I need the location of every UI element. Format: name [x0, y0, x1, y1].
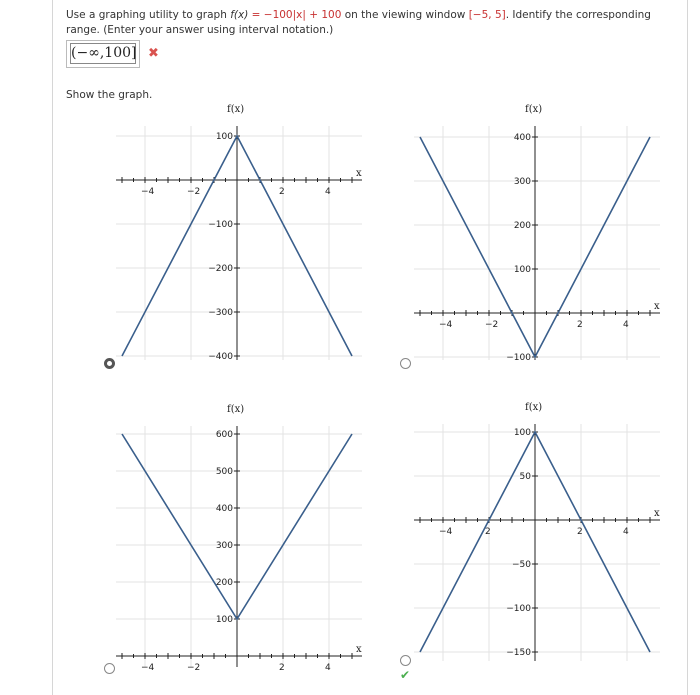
- x-tick-label: 2: [279, 663, 285, 672]
- x-tick-label: −2: [485, 320, 499, 330]
- function-body: = −100|x| + 100: [248, 9, 342, 21]
- y-tick-label: 300: [513, 177, 531, 187]
- graph-option-a: [112, 100, 374, 365]
- correct-check-icon: ✔: [400, 668, 411, 682]
- y-tick-label: 100: [513, 428, 531, 438]
- radio-option-a[interactable]: [104, 358, 115, 369]
- answer-input[interactable]: (−∞,100]: [70, 43, 136, 64]
- radio-option-b[interactable]: [400, 358, 411, 369]
- answer-box[interactable]: [66, 40, 140, 68]
- x-tick-label: 4: [623, 320, 629, 330]
- y-tick-label: 200: [215, 578, 233, 588]
- y-tick-label: 100: [513, 265, 531, 275]
- x-tick-label: 2: [577, 527, 583, 537]
- x-axis-label: x: [356, 644, 362, 655]
- y-tick-label: 400: [215, 504, 233, 514]
- viewing-window: [−5, 5]: [468, 9, 506, 21]
- y-tick-label: 100: [215, 615, 233, 625]
- show-graph-label: Show the graph.: [66, 89, 153, 101]
- y-axis-label: f(x): [525, 104, 543, 115]
- radio-option-d[interactable]: [400, 655, 411, 666]
- y-tick-label: −100: [208, 220, 233, 230]
- y-tick-label: −400: [208, 352, 233, 362]
- y-tick-label: −200: [208, 264, 233, 274]
- x-tick-label: 2: [485, 527, 491, 537]
- y-tick-label: 500: [215, 467, 233, 477]
- y-axis-label: f(x): [525, 402, 543, 413]
- graph-option-b: [410, 100, 672, 365]
- x-tick-label: 4: [623, 527, 629, 537]
- incorrect-x-icon: ✖: [148, 46, 159, 61]
- function-expression: [230, 9, 341, 21]
- x-tick-label: −2: [187, 187, 201, 197]
- y-tick-label: 200: [513, 221, 531, 231]
- question-part1: Use a graphing utility to graph: [66, 9, 231, 21]
- x-tick-label: 4: [325, 663, 331, 672]
- question-part2: on the viewing window: [341, 9, 469, 21]
- x-axis-label: x: [356, 168, 362, 179]
- x-tick-label: 2: [577, 320, 583, 330]
- y-tick-label: 100: [215, 132, 233, 142]
- y-tick-label: 600: [215, 430, 233, 440]
- y-axis-label: f(x): [227, 404, 245, 415]
- y-tick-label: −300: [208, 308, 233, 318]
- y-tick-label: 400: [513, 133, 531, 143]
- function-name: f(x): [230, 9, 249, 21]
- x-tick-label: −2: [187, 663, 201, 672]
- graph-option-d: [410, 398, 672, 666]
- y-tick-label: 300: [215, 541, 233, 551]
- graph-option-c: [112, 400, 374, 672]
- y-tick-label: −100: [506, 604, 531, 614]
- x-tick-label: 2: [279, 187, 285, 197]
- radio-option-c[interactable]: [104, 663, 115, 674]
- y-tick-label: −100: [506, 353, 531, 363]
- x-tick-label: −4: [439, 527, 453, 537]
- y-tick-label: −50: [512, 560, 531, 570]
- x-tick-label: −4: [141, 663, 155, 672]
- y-axis-label: f(x): [227, 104, 245, 115]
- question-part3: . Identify the corresponding range. (Enter your answer using interval notation.): [66, 9, 651, 36]
- y-tick-label: −150: [506, 648, 531, 658]
- question-text: [66, 8, 676, 38]
- x-axis-label: x: [654, 301, 660, 312]
- y-tick-label: 50: [519, 472, 531, 482]
- x-axis-label: x: [654, 508, 660, 519]
- x-tick-label: −4: [439, 320, 453, 330]
- x-tick-label: 4: [325, 187, 331, 197]
- x-tick-label: −4: [141, 187, 155, 197]
